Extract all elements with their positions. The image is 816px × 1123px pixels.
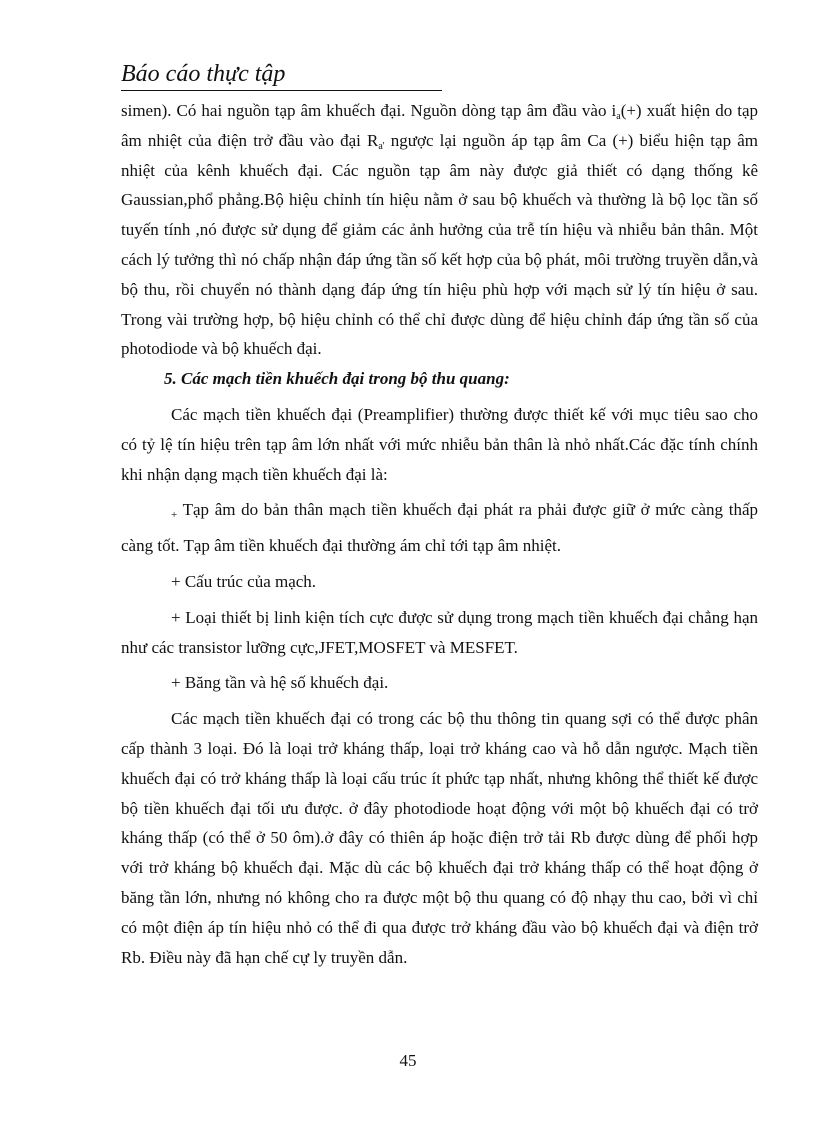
paragraph-preamplifier-types: Các mạch tiền khuếch đại có trong các bộ thu thông tin quang sợi có thể được phân cấp thành 3 loại. Đó là loại trở kháng thấp, loại trở kháng cao và hỗ dẫn ngược. Mạch tiền khuếch đại có trở kháng thấp là loại cấu trúc ít phức tạp nhất, nhưng không thể thiết kế được bộ tiền khuếch đại tối ưu được. ở đây photodiode hoạt động với một bộ khuếch đại có trở kháng thấp (có thể ở 50 ôm).ở đây có thiên áp hoặc điện trở tải Rb được dùng để phối hợp với trở kháng bộ khuếch đại. Mặc dù các bộ khuếch đại trở kháng thấp có thể hoạt động ở băng tần lớn, nhưng nó không cho ra được một bộ thu quang có độ nhạy thu cao, bởi vì chỉ có một điện áp tín hiệu nhỏ có thể đi qua được trở kháng đầu vào bộ khuếch đại và điện trở Rb. Điều này đã hạn chế cự ly truyền dẫn. (121, 709, 758, 967)
bullet-item: + Loại thiết bị linh kiện tích cực được sử dụng trong mạch tiền khuếch đại chẳng hạn như các transistor lưỡng cực,JFET,MOSFET và MESFET. (121, 607, 758, 657)
bullet-item: + Băng tần và hệ số khuếch đại. (171, 673, 389, 693)
bullet-item (121, 495, 758, 561)
paragraph-text: (+) xuất hiện do tạp âm nhiệt của điện trở đầu vào đại R (121, 101, 758, 150)
bullet-marker: + (171, 509, 178, 522)
subscript: a (616, 111, 621, 122)
body-text (121, 96, 758, 972)
paragraph-text: simen). Có hai nguồn tạp âm khuếch đại. Nguồn dòng tạp âm đầu vào i (121, 101, 617, 120)
running-header: Báo cáo thực tập (121, 58, 442, 91)
page-number: 45 (399, 1051, 417, 1070)
bullet-text: Tạp âm do bản thân mạch tiền khuếch đại phát ra phải được giữ ở mức càng thấp càng tốt. Tạp âm tiền khuếch đại thường ám chỉ tới tạp âm nhiệt. (121, 500, 758, 556)
section-heading: 5. Các mạch tiền khuếch đại trong bộ thu quang: (164, 369, 510, 389)
paragraph-noise-sources (121, 96, 758, 364)
bullet-item: + Cấu trúc của mạch. (171, 571, 317, 591)
paragraph-text: ngược lại nguồn áp tạp âm Ca (+) biểu hiện tạp âm nhiệt của kênh khuếch đại. Các nguồn tạp âm này được giả thiết có dạng thống kê Gaussian,phổ phẳng.Bộ hiệu chỉnh tín hiệu nằm ở sau bộ khuếch và thường là bộ lọc tần số tuyến tính ,nó được sử dụng để giảm các ảnh hưởng của trễ tín hiệu và nhiễu bản thân. Một cách lý tưởng thì nó chấp nhận đáp ứng tần số kết hợp của bộ phát, môi trường truyền dẫn,và bộ thu, rồi chuyển nó thành dạng đáp ứng tín hiệu phù hợp với mạch sử lý tín hiệu ở sau. Trong vài trường hợp, bộ hiệu chỉnh có thể chỉ được dùng để hiệu chỉnh đáp ứng tần số của photodiode và bộ khuếch đại. (121, 130, 758, 359)
subscript: a' (378, 140, 385, 152)
paragraph-preamplifier-intro: Các mạch tiền khuếch đại (Preamplifier) thường được thiết kế với mục tiêu sao cho có tỷ lệ tín hiệu trên tạp âm lớn nhất với mức nhiễu bản thân là nhỏ nhất.Các đặc tính chính khi nhận dạng mạch tiền khuếch đại là: (121, 404, 758, 484)
